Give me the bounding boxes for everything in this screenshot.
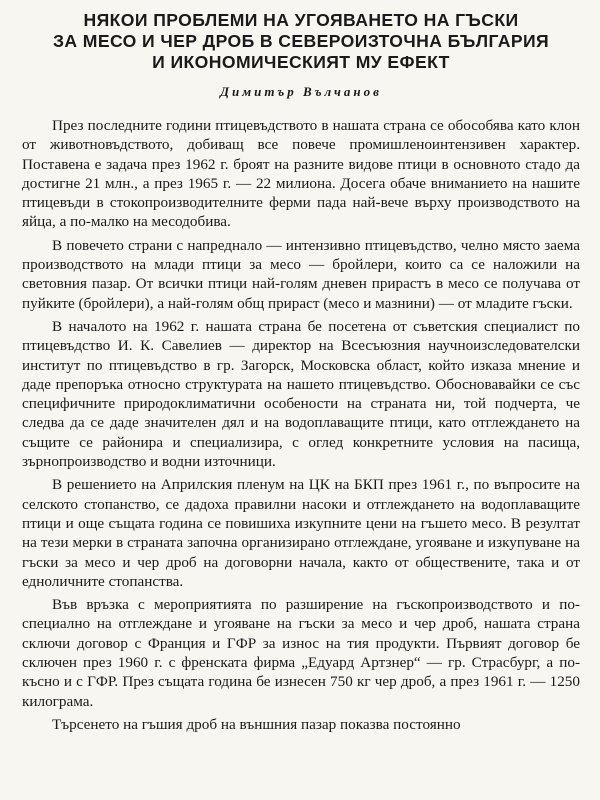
title-line-1: НЯКОИ ПРОБЛЕМИ НА УГОЯВАНЕТО НА ГЪСКИ [83,10,519,30]
title-line-3: И ИКОНОМИЧЕСКИЯТ МУ ЕФЕКТ [152,52,450,72]
article-body [22,116,580,734]
title-line-2: ЗА МЕСО И ЧЕР ДРОБ В СЕВЕРОИЗТОЧНА БЪЛГАРИЯ [52,31,550,51]
paragraph-2: В повечето страни с напреднало — интензивно птицевъдство, челно място заема производството на млади птици за месо — бройлери, които са се наложили на световния пазар. От всички птици най-голям дневен прирастъ в месо се получава от пуйките (бройлери), а най-голям общ прираст (месо и мазнини) — от младите гъски. [22,236,580,312]
paragraph-5: Във връзка с мероприятията по разширение на гъскопроизводството и по-специално на отглеждане и угояване на гъски за месо и чер дроб, нашата страна сключи договор с Франция и ГФР за износ на тия продукти. Първият договор бе сключен през 1960 г. с френската фирма „Едуард Артзнер“ — гр. Страсбург, а по-късно и с ГФР. През същата година бе изнесен 750 кг чер дроб, а през 1961 г. — 1250 килограма. [22,596,580,710]
author-name: Димитър Вълчанов [220,84,382,99]
article-title [22,10,580,73]
paragraph-1: През последните години птицевъдството в нашата страна се обособява като клон от животновъдството, добиващ все повече промишленоинтензивен характер. Поставена е задача през 1962 г. броят на разните видове птици в основното стадо да достигне 21 млн., а през 1965 г. — 22 милиона. Досега обаче вниманието на нашите птицевъди в стокопроизводителните ферми пада най-вече върху производството на яйца, а по-малко на месодобива. [22,117,580,231]
paragraph-4: В решението на Априлския пленум на ЦК на БКП през 1961 г., по въпросите на селското стопанство, се дадоха правилни насоки и отглеждането на водоплаващите птици и още същата година се повишиха изкупните цени на гъшето месо. В резултат на тези мерки в страната започна организирано отглеждане, угояване и изкупуване на гъски за месо и чер дроб на договорни начала, както от обществените, така и от едноличните стопанства. [22,476,580,590]
paragraph-6: Търсенето на гъшия дроб на външния пазар показва постоянно [52,715,461,733]
paragraph-3: В началото на 1962 г. нашата страна бе посетена от съветския специалист по птицевъдство И. К. Савелиев — директор на Всесъюзния научноизследователски институт по птицевъдство в гр. Загорск, Московска област, който изказа мнение и даде препоръка относно структурата на нашето птицевъдство. Обосновавайки се със специфичните природоклиматични особености на страната ни, той подчерта, че следва да се даде значителен дял и на водоплаващите птици, като отглеждането на същите се районира и специализира, с оглед конкретните условия на пасища, зърнопроизводство и водни източници. [22,317,580,471]
